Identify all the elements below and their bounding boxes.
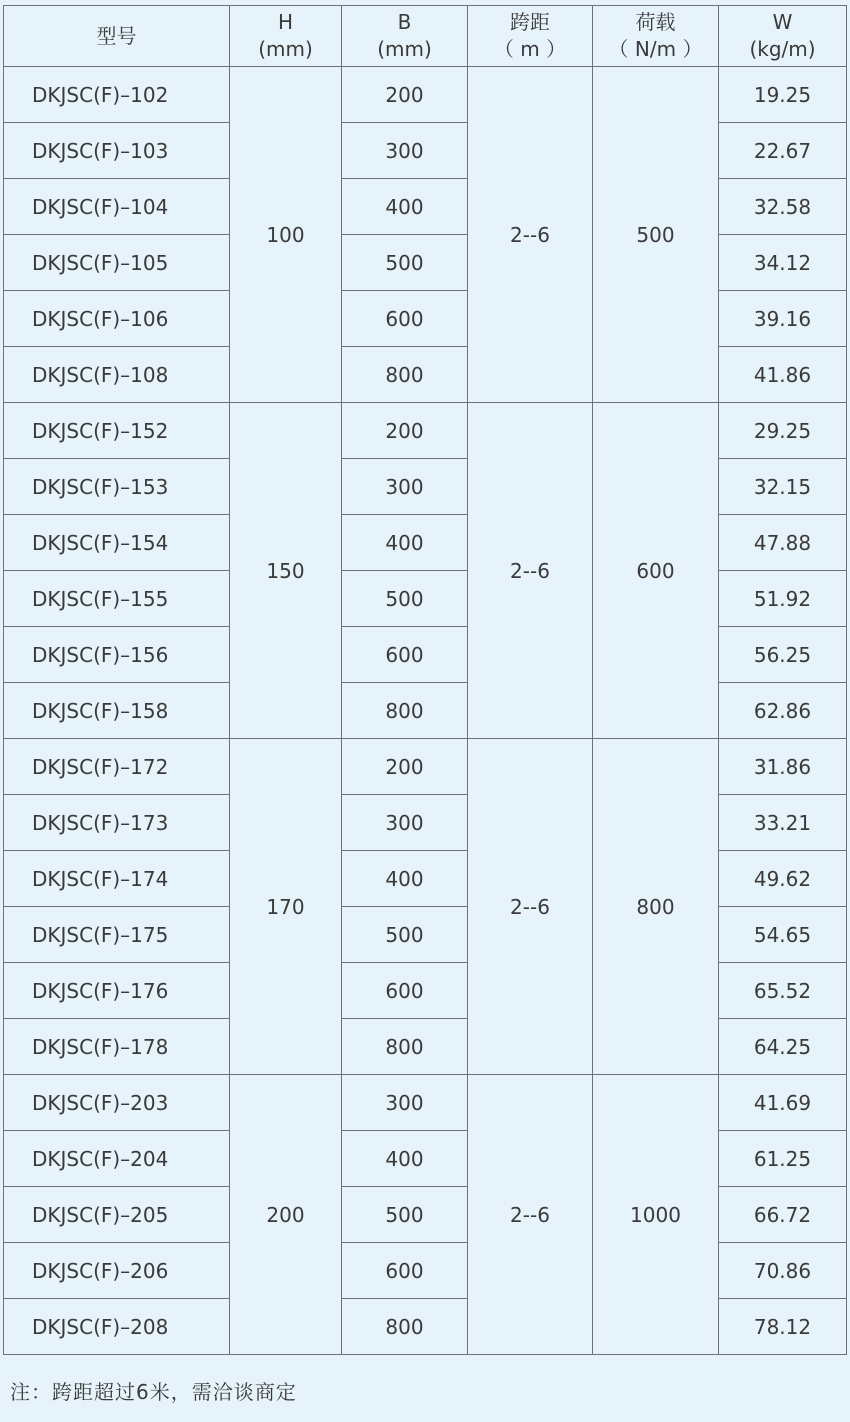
cell-b: 300 (342, 459, 468, 515)
cell-b: 200 (342, 739, 468, 795)
cell-b: 800 (342, 683, 468, 739)
table-row (4, 1243, 847, 1299)
table-row (4, 1075, 847, 1131)
table-row (4, 1299, 847, 1355)
cell-w: 78.12 (719, 1299, 847, 1355)
table-row (4, 1187, 847, 1243)
cell-model: DKJSC(F)–103 (4, 123, 230, 179)
cell-model: DKJSC(F)–176 (4, 963, 230, 1019)
cell-load: 800 (593, 739, 719, 1075)
table-row (4, 739, 847, 795)
cell-model: DKJSC(F)–104 (4, 179, 230, 235)
cell-model: DKJSC(F)–105 (4, 235, 230, 291)
cell-model: DKJSC(F)–153 (4, 459, 230, 515)
cell-w: 32.15 (719, 459, 847, 515)
cell-b: 800 (342, 347, 468, 403)
cell-w: 22.67 (719, 123, 847, 179)
cell-w: 49.62 (719, 851, 847, 907)
cell-w: 19.25 (719, 67, 847, 123)
cell-span: 2--6 (468, 67, 593, 403)
cell-load: 500 (593, 67, 719, 403)
cell-b: 600 (342, 627, 468, 683)
cell-b: 500 (342, 571, 468, 627)
cell-w: 65.52 (719, 963, 847, 1019)
cell-b: 300 (342, 1075, 468, 1131)
table-row (4, 907, 847, 963)
table-row (4, 851, 847, 907)
cell-b: 600 (342, 291, 468, 347)
cell-b: 400 (342, 515, 468, 571)
cell-model: DKJSC(F)–204 (4, 1131, 230, 1187)
table-row (4, 627, 847, 683)
cell-model: DKJSC(F)–175 (4, 907, 230, 963)
cell-model: DKJSC(F)–102 (4, 67, 230, 123)
cell-h: 150 (230, 403, 342, 739)
cell-model: DKJSC(F)–208 (4, 1299, 230, 1355)
cell-b: 300 (342, 123, 468, 179)
cell-model: DKJSC(F)–152 (4, 403, 230, 459)
cell-model: DKJSC(F)–178 (4, 1019, 230, 1075)
cell-b: 500 (342, 235, 468, 291)
table-row (4, 123, 847, 179)
header-model: 型号 (4, 6, 230, 67)
cell-b: 600 (342, 963, 468, 1019)
cell-model: DKJSC(F)–155 (4, 571, 230, 627)
cell-b: 800 (342, 1299, 468, 1355)
table-row (4, 459, 847, 515)
cell-w: 29.25 (719, 403, 847, 459)
cell-span: 2--6 (468, 1075, 593, 1355)
table-row (4, 795, 847, 851)
cell-model: DKJSC(F)–205 (4, 1187, 230, 1243)
cell-b: 800 (342, 1019, 468, 1075)
cell-h: 200 (230, 1075, 342, 1355)
cell-w: 54.65 (719, 907, 847, 963)
cell-b: 200 (342, 67, 468, 123)
cell-w: 51.92 (719, 571, 847, 627)
cell-w: 31.86 (719, 739, 847, 795)
cell-w: 62.86 (719, 683, 847, 739)
cell-span: 2--6 (468, 403, 593, 739)
cell-b: 400 (342, 851, 468, 907)
cell-model: DKJSC(F)–154 (4, 515, 230, 571)
table-row (4, 291, 847, 347)
cell-b: 500 (342, 1187, 468, 1243)
cell-model: DKJSC(F)–106 (4, 291, 230, 347)
cell-h: 170 (230, 739, 342, 1075)
cell-w: 56.25 (719, 627, 847, 683)
table-row (4, 571, 847, 627)
cell-model: DKJSC(F)–108 (4, 347, 230, 403)
table-row (4, 67, 847, 123)
header-w: W (kg/m) (719, 6, 847, 67)
table-row (4, 963, 847, 1019)
table-row (4, 235, 847, 291)
footnote: 注：跨距超过6米，需洽谈商定 (10, 1380, 297, 1404)
cell-h: 100 (230, 67, 342, 403)
cell-w: 47.88 (719, 515, 847, 571)
cell-w: 39.16 (719, 291, 847, 347)
cell-w: 33.21 (719, 795, 847, 851)
cell-load: 600 (593, 403, 719, 739)
cell-model: DKJSC(F)–158 (4, 683, 230, 739)
spec-table (3, 5, 847, 1355)
cell-model: DKJSC(F)–206 (4, 1243, 230, 1299)
table-row (4, 1019, 847, 1075)
cell-model: DKJSC(F)–173 (4, 795, 230, 851)
table-row (4, 515, 847, 571)
header-b: B (mm) (342, 6, 468, 67)
cell-w: 41.69 (719, 1075, 847, 1131)
header-load: 荷载 （ N/m ） (593, 6, 719, 67)
cell-w: 66.72 (719, 1187, 847, 1243)
cell-w: 64.25 (719, 1019, 847, 1075)
table-row (4, 683, 847, 739)
cell-model: DKJSC(F)–156 (4, 627, 230, 683)
cell-model: DKJSC(F)–172 (4, 739, 230, 795)
cell-model: DKJSC(F)–203 (4, 1075, 230, 1131)
cell-b: 500 (342, 907, 468, 963)
cell-w: 34.12 (719, 235, 847, 291)
cell-load: 1000 (593, 1075, 719, 1355)
table-row (4, 1131, 847, 1187)
cell-w: 70.86 (719, 1243, 847, 1299)
cell-b: 600 (342, 1243, 468, 1299)
cell-w: 41.86 (719, 347, 847, 403)
header-row (4, 6, 847, 67)
cell-b: 300 (342, 795, 468, 851)
cell-model: DKJSC(F)–174 (4, 851, 230, 907)
cell-b: 200 (342, 403, 468, 459)
cell-b: 400 (342, 179, 468, 235)
cell-w: 61.25 (719, 1131, 847, 1187)
header-span: 跨距 （ m ） (468, 6, 593, 67)
table-row (4, 179, 847, 235)
cell-span: 2--6 (468, 739, 593, 1075)
table-body (4, 67, 847, 1355)
cell-w: 32.58 (719, 179, 847, 235)
header-h: H (mm) (230, 6, 342, 67)
cell-b: 400 (342, 1131, 468, 1187)
table-row (4, 403, 847, 459)
table-row (4, 347, 847, 403)
